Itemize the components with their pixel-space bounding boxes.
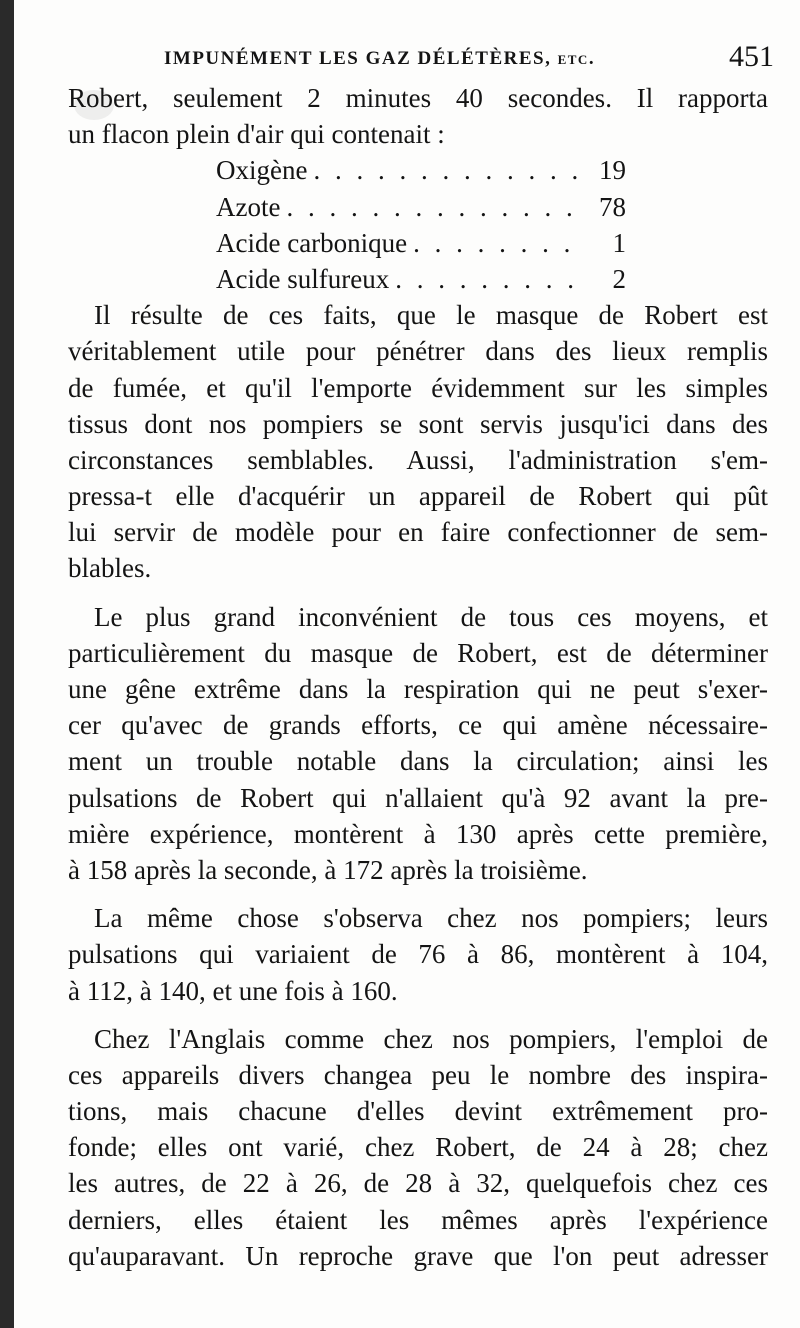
text-line: cer qu'avec de grands efforts, ce qui amène nécessaire- [68,710,768,741]
text-line: un flacon plein d'air qui contenait : [68,119,445,150]
analysis-row [216,261,626,297]
gas-value: 19 [599,155,626,186]
gas-analysis-table [216,152,626,297]
text-line: pulsations de Robert qui n'allaient qu'à 92 avant la pre- [68,782,768,813]
text-line: fonde; elles ont varié, chez Robert, de 24 à 28; chez [68,1132,768,1163]
text-line: pressa-t elle d'acquérir un appareil de Robert qui pût [68,481,768,512]
text-line: derniers, elles étaient les mêmes après l'expérience [68,1204,768,1235]
text-line: qu'auparavant. Un reproche grave que l'on peut adresser [68,1240,768,1271]
leader-dots [407,225,586,261]
text-line: particulièrement du masque de Robert, est de déterminer [68,637,768,668]
text-line: tions, mais chacune d'elles devint extrêmement pro- [68,1096,768,1127]
text-line: une gêne extrême dans la respiration qui ne peut s'exer- [68,674,768,704]
text-line: ment un trouble notable dans la circulation; ainsi les [68,746,768,777]
page-number: 451 [729,40,774,73]
paragraph-3 [68,900,768,1009]
paragraph-gap [68,888,768,900]
paragraph-1 [68,297,768,587]
gas-name: Oxigène [216,155,308,186]
text-line: pulsations qui variaient de 76 à 86, montèrent à 104, [68,939,768,970]
gas-name: Azote [216,191,281,222]
leader-dots [280,189,586,225]
text-line: de fumée, et qu'il l'emporte évidemment sur les simples [68,372,768,403]
text-line: tissus dont nos pompiers se sont servis jusqu'ici dans des [68,408,768,439]
paragraph-2 [68,599,768,889]
running-title: IMPUNÉMENT LES GAZ DÉLÉTÈRES, etc. [164,48,596,69]
text-line: Chez l'Anglais comme chez nos pompiers, l'emploi de [94,1023,768,1054]
page-header [164,40,774,80]
text-line: à 112, à 140, et une fois à 160. [68,975,398,1006]
text-line: blables. [68,553,152,584]
paragraph-4 [68,1021,768,1274]
leader-dots [307,152,586,188]
text-line: lui servir de modèle pour en faire confectionner de sem- [68,517,768,548]
text-line: Il résulte de ces faits, que le masque de Robert est [94,300,768,331]
text-line: La même chose s'observa chez nos pompiers; leurs [94,903,768,934]
gas-value: 78 [599,191,626,222]
text-line: les autres, de 22 à 26, de 28 à 32, quelquefois chez ces [68,1168,768,1199]
body-text [68,80,768,1274]
gas-name: Acide carbonique [216,227,408,258]
analysis-row [216,189,626,225]
text-line: mière expérience, montèrent à 130 après cette première, [68,818,768,849]
gas-value: 1 [612,227,626,258]
gas-name: Acide sulfureux [216,263,390,294]
gas-value: 2 [612,263,626,294]
text-line: Le plus grand inconvénient de tous ces moyens, et [94,601,768,632]
paragraph-gap [68,587,768,599]
analysis-row [216,152,626,188]
text-line: ces appareils divers changea peu le nombre des inspira- [68,1059,768,1090]
text-line: circonstances semblables. Aussi, l'administration s'em- [68,444,768,475]
text-line: véritablement utile pour pénétrer dans des lieux remplis [68,336,768,367]
leader-dots [389,261,586,297]
analysis-row [216,225,626,261]
text-line: Robert, seulement 2 minutes 40 secondes. Il rapporta [68,83,768,113]
text-line: à 158 après la seconde, à 172 après la troisième. [68,854,588,885]
paragraph-gap [68,1009,768,1021]
